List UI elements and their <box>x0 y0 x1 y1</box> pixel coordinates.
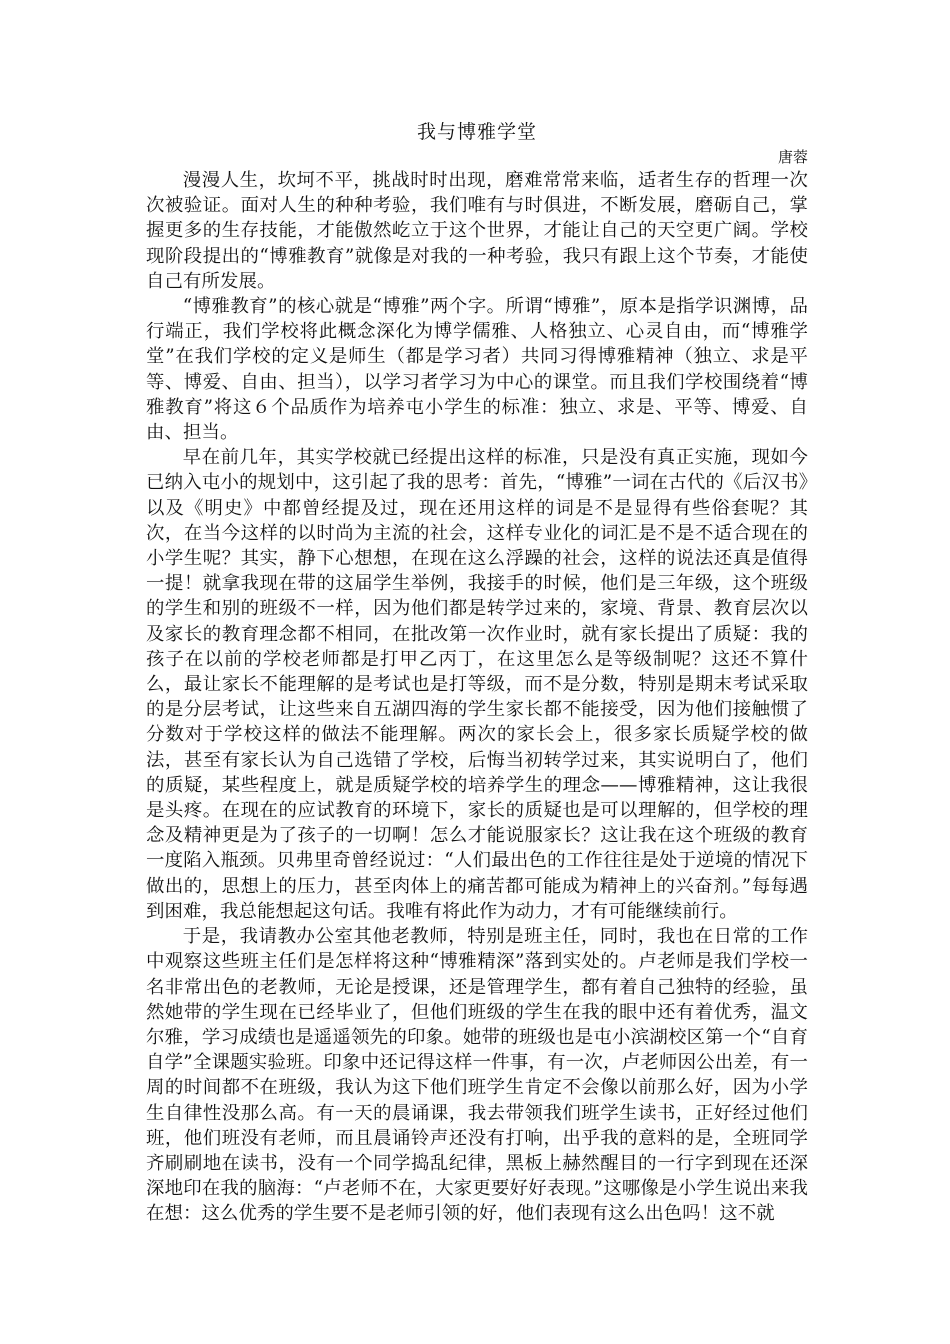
document-page <box>146 118 808 1227</box>
paragraph-2: “博雅教育”的核心就是“博雅”两个字。所谓“博雅”，原本是指学识渊博，品行端正，我们学校将此概念深化为博学儒雅、人格独立、心灵自由，而“博雅学堂”在我们学校的定义是师生（都是学习者）共同习得博雅精神（独立、求是平等、博爱、自由、担当），以学习者学习为中心的课堂。而且我们学校围绕着“博雅教育”将这６个品质作为培养屯小学生的标准：独立、求是、平等、博爱、自由、担当。 <box>146 296 808 444</box>
paragraph-4: 于是，我请教办公室其他老教师，特别是班主任，同时，我也在日常的工作中观察这些班主任们是怎样将这种“博雅精深”落到实处的。卢老师是我们学校一名非常出色的老教师，无论是授课，还是管理学生，都有着自己独特的经验，虽然她带的学生现在已经毕业了，但他们班级的学生在我的眼中还有着优秀，温文尔雅，学习成绩也是遥遥领先的印象。她带的班级也是屯小滨湖校区第一个“自育自学”全课题实验班。印象中还记得这样一件事，有一次，卢老师因公出差，有一周的时间都不在班级，我认为这下他们班学生肯定不会像以前那么好，因为小学生自律性没那么高。有一天的晨诵课，我去带领我们班学生读书，正好经过他们班，他们班没有老师，而且晨诵铃声还没有打响，出乎我的意料的是，全班同学齐刷刷地在读书，没有一个同学捣乱纪律，黑板上赫然醒目的一行字到现在还深深地印在我的脑海：“卢老师不在，大家更要好好表现。”这哪像是小学生说出来我在想：这么优秀的学生要不是老师引领的好，他们表现有这么出色吗！这不就 <box>146 926 808 1225</box>
author-name: 唐蓉 <box>777 148 808 166</box>
paragraph-1: 漫漫人生，坎坷不平，挑战时时出现，磨难常常来临，适者生存的哲理一次次被验证。面对人生的种种考验，我们唯有与时俱进，不断发展，磨砺自己，掌握更多的生存技能，才能傲然屹立于这个世界，才能让自己的天空更广阔。学校现阶段提出的“博雅教育”就像是对我的一种考验，我只有跟上这个节奏，才能使自己有所发展。 <box>146 170 808 292</box>
document-title: 我与博雅学堂 <box>416 121 537 143</box>
paragraph-3: 早在前几年，其实学校就已经提出这样的标准，只是没有真正实施，现如今已纳入屯小的规划中，这引起了我的思考：首先，“博雅”一词在古代的《后汉书》以及《明史》中都曾经提及过，现在还用这样的词是不是显得有些俗套呢？其次，在当今这样的以时尚为主流的社会，这样专业化的词汇是不是不适合现在的小学生呢？其实，静下心想想，在现在这么浮躁的社会，这样的说法还真是值得一提！就拿我现在带的这届学生举例，我接手的时候，他们是三年级，这个班级的学生和别的班级不一样，因为他们都是转学过来的，家境、背景、教育层次以及家长的教育理念都不相同，在批改第一次作业时，就有家长提出了质疑：我的孩子在以前的学校老师都是打甲乙丙丁，在这里怎么是等级制呢？这还不算什么，最让家长不能理解的是考试也是打等级，而不是分数，特别是期末考试采取的是分层考试，让这些来自五湖四海的学生家长都不能接受，因为他们接触惯了分数对于学校这样的做法不能理解。两次的家长会上，很多家长质疑学校的做法，甚至有家长认为自己选错了学校，后悔当初转学过来，其实说明白了，他们的质疑，某些程度上，就是质疑学校的培养学生的理念——博雅精神，这让我很是头疼。在现在的应试教育的环境下，家长的质疑也是可以理解的，但学校的理念及精神更是为了孩子的一切啊！怎么才能说服家长？这让我在这个班级的教育一度陷入瓶颈。贝弗里奇曾经说过：“人们最出色的工作往往是处于逆境的情况下做出的，思想上的压力，甚至肉体上的痛苦都可能成为精神上的兴奋剂。”每每遇到困难，我总能想起这句话。我唯有将此作为动力，才有可能继续前行。 <box>146 447 808 922</box>
